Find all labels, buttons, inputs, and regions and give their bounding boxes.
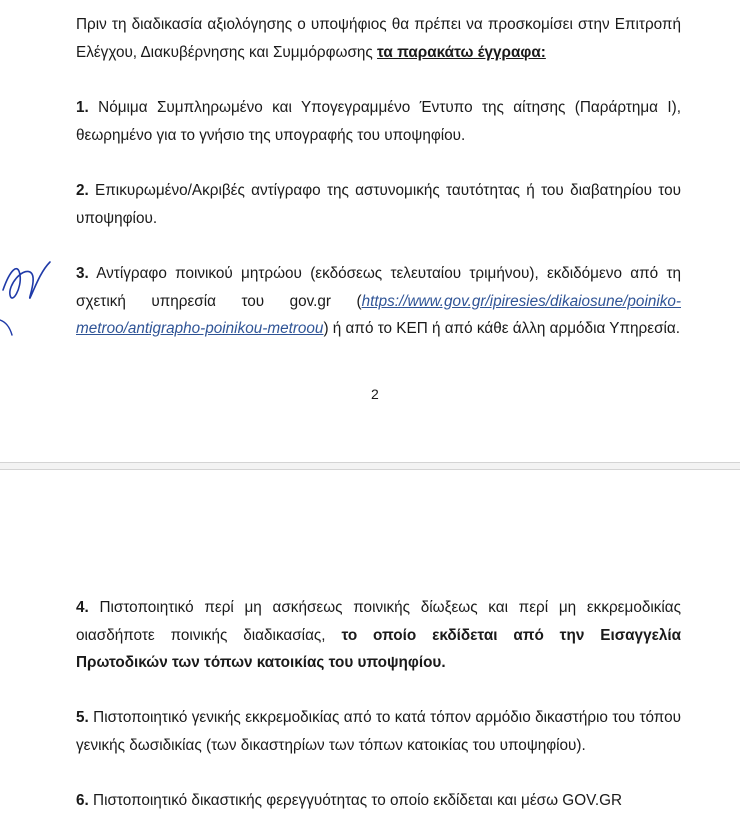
item-text: Νόμιμα Συμπληρωμένο και Υπογεγραμμένο Έντυπο της αίτησης (Παράρτημα Ι), θεωρημένο για το γνήσιο της υπογραφής του υποψηφίου. xyxy=(76,99,681,144)
intro-text: Πριν τη διαδικασία αξιολόγησης ο υποψήφιος θα πρέπει να προσκομίσει στην Επιτροπή Ελέγχου, Διακυβέρνησης και Συμμόρφωσης xyxy=(76,16,681,61)
page-separator xyxy=(0,462,740,470)
item-number: 5. xyxy=(76,709,89,726)
list-item-6 xyxy=(76,787,681,815)
item-number: 3. xyxy=(76,265,89,282)
list-item-5 xyxy=(76,704,681,759)
list-item-2 xyxy=(76,177,681,232)
item-text: Αντίγραφο ποινικού μητρώου (εκδόσεως τελευταίου τριμήνου), εκδιδόμενο από τη σχετική υπηρεσία του gov.gr ( xyxy=(76,265,681,310)
item-number: 4. xyxy=(76,599,89,616)
item-text-after: ) ή από το ΚΕΠ ή από κάθε άλλη αρμόδια Υπηρεσία. xyxy=(323,320,681,337)
item-text: Πιστοποιητικό περί μη ασκήσεως ποινικής δίωξεως και περί μη εκκρεμοδικίας οιασδήποτε ποινικής διαδικασίας, xyxy=(76,599,681,644)
list-item-4 xyxy=(76,594,681,677)
intro-paragraph xyxy=(76,11,681,66)
handwritten-signature xyxy=(0,250,60,345)
intro-emphasis: τα παρακάτω έγγραφα: xyxy=(377,43,546,61)
item-text: Επικυρωμένο/Ακριβές αντίγραφο της αστυνομικής ταυτότητας ή του διαβατηρίου του υποψηφίου. xyxy=(76,182,681,227)
page-number: 2 xyxy=(371,386,379,402)
list-item-3 xyxy=(76,260,681,343)
item-text: Πιστοποιητικό γενικής εκκρεμοδικίας από το κατά τόπον αρμόδιο δικαστήριο του τόπου γενικής δωσιδικίας (των δικαστηρίων των τόπων κατοικίας του υποψηφίου). xyxy=(76,709,681,754)
item-text: Πιστοποιητικό δικαστικής φερεγγυότητας το οποίο εκδίδεται και μέσω GOV.GR xyxy=(88,792,623,809)
document-page-2 xyxy=(0,470,740,812)
gov-gr-criminal-record-link[interactable]: https://www.gov.gr/ipiresies/dikaiosune/poiniko-metroo/antigrapho-poinikou-metroou xyxy=(76,292,681,337)
item-number: 2. xyxy=(76,182,89,199)
item-number: 1. xyxy=(76,99,89,116)
item-bold-text: το οποίο εκδίδεται από την Εισαγγελία Πρωτοδικών των τόπων κατοικίας του υποψηφίου. xyxy=(76,626,681,671)
item-number: 6. xyxy=(76,792,89,809)
list-item-1 xyxy=(76,94,681,149)
